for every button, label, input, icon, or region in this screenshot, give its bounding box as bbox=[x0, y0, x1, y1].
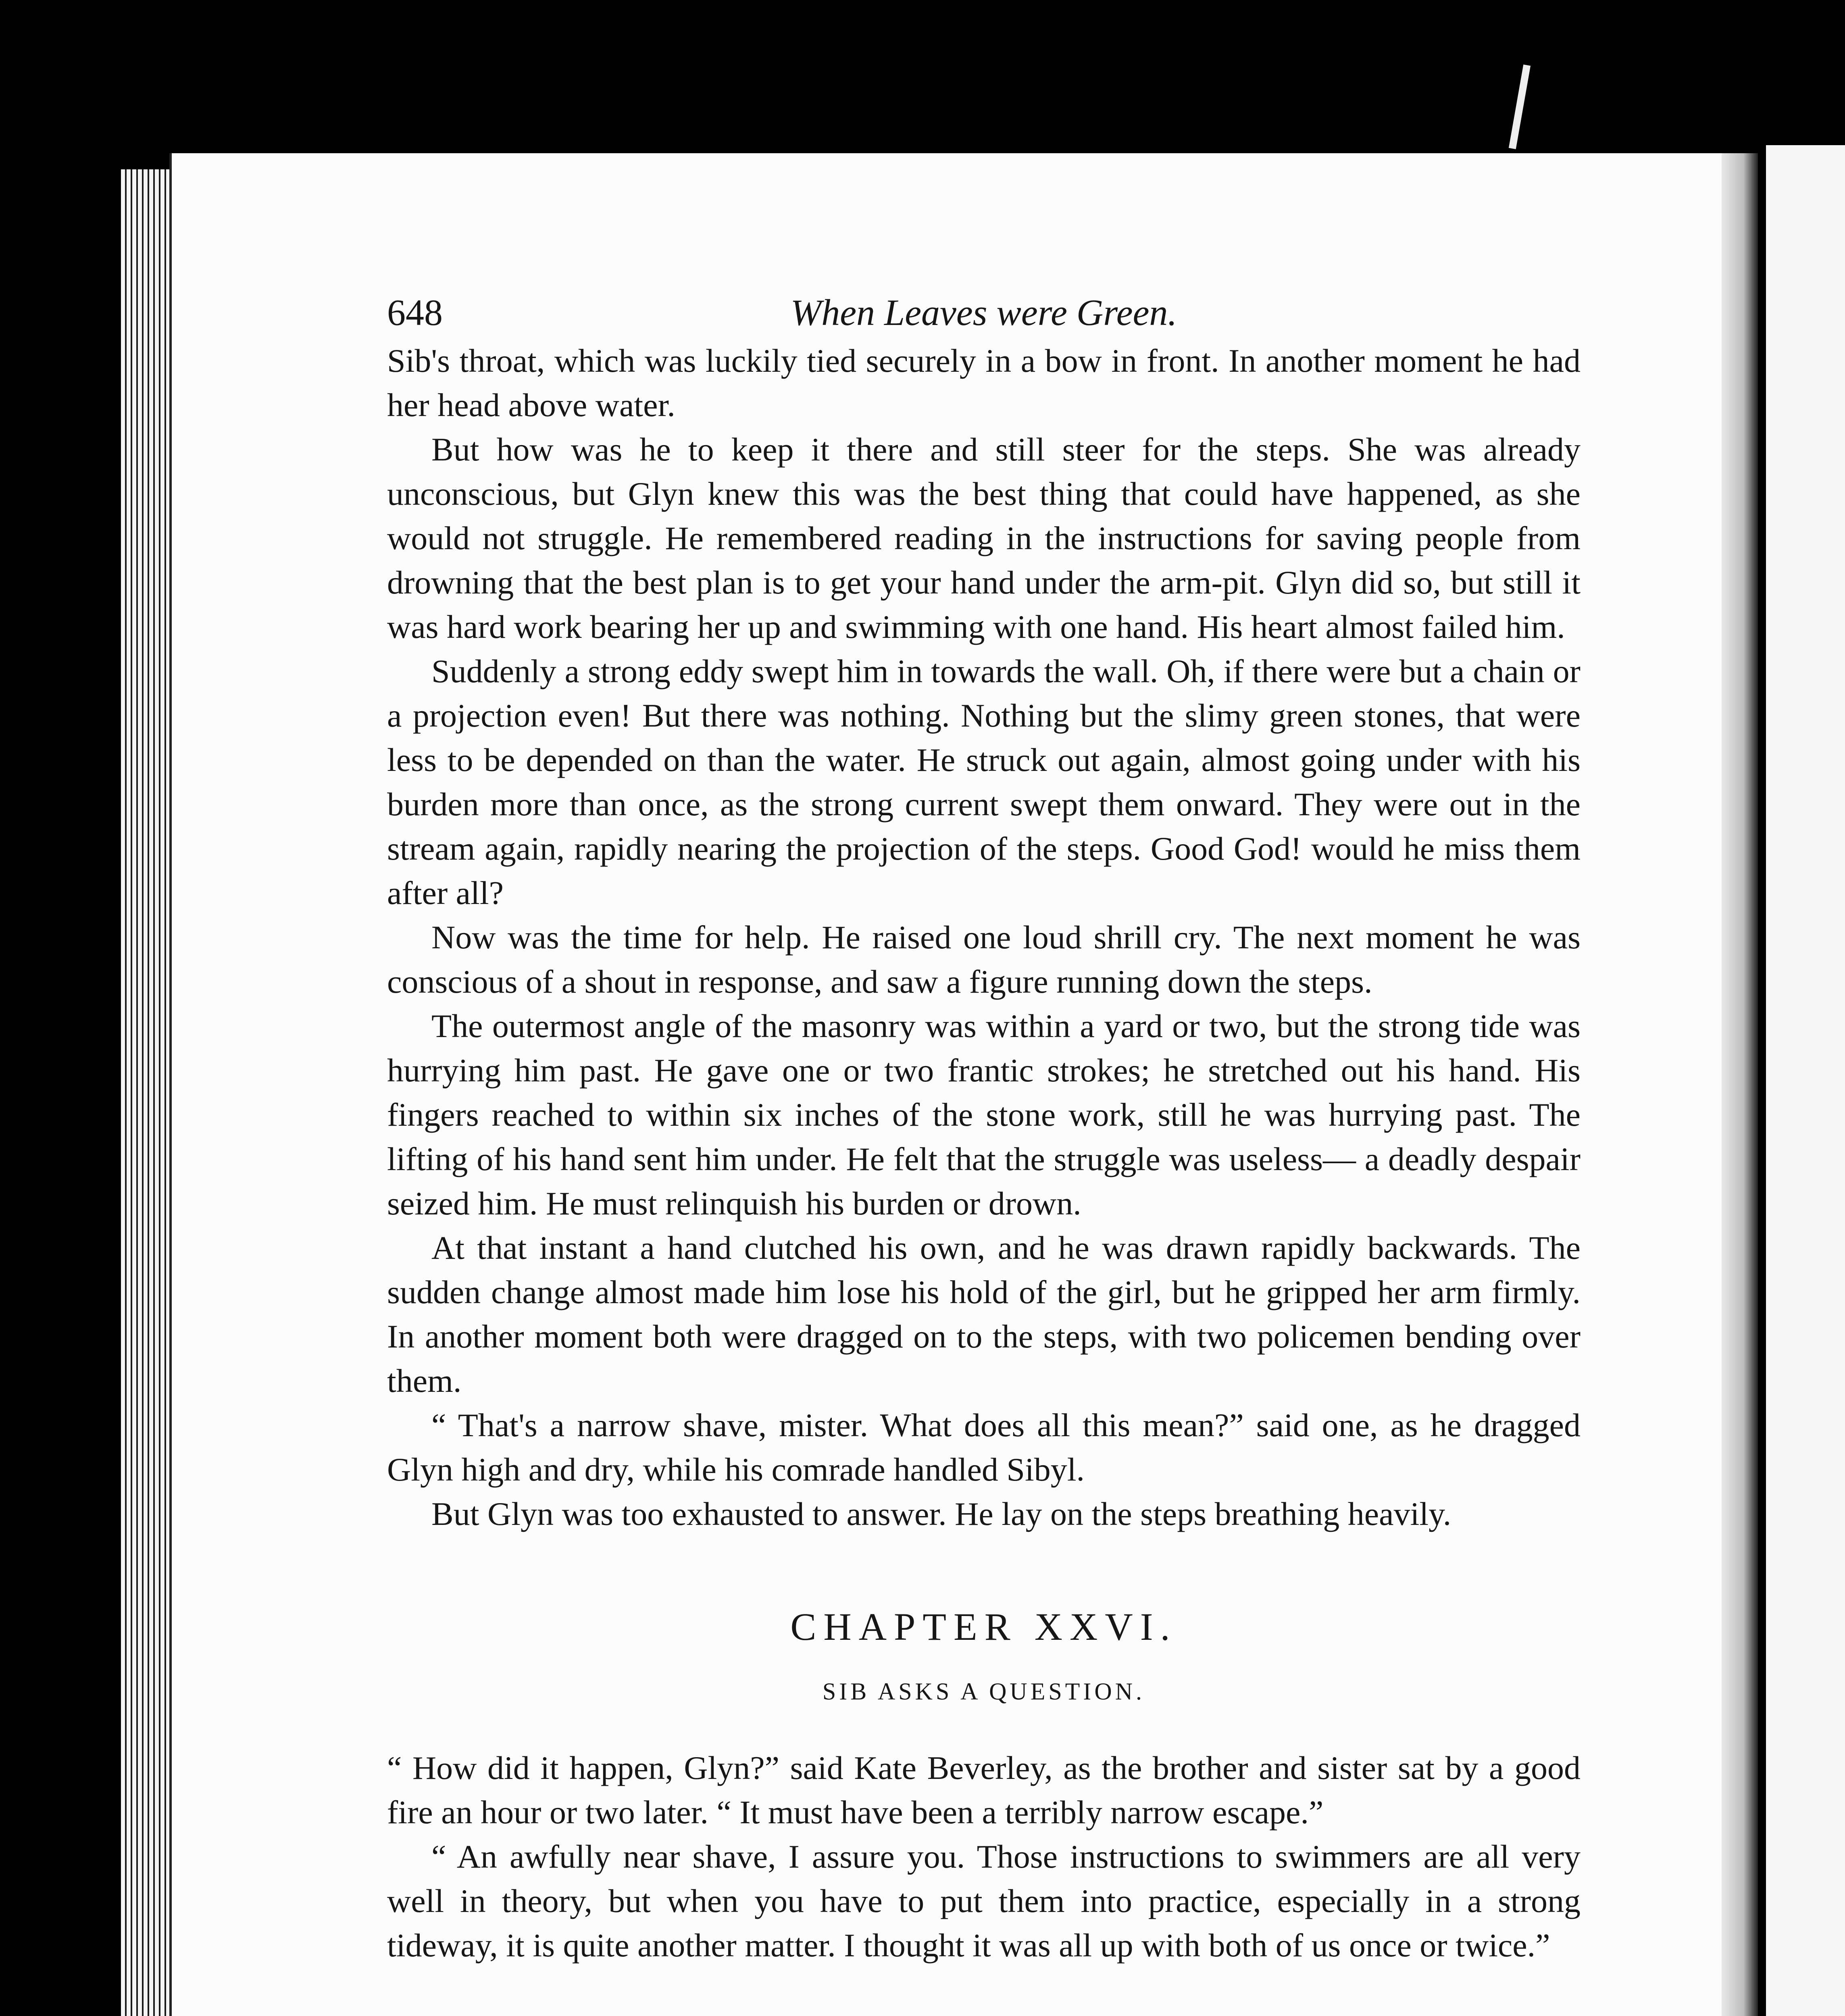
running-title: When Leaves were Green. bbox=[790, 292, 1177, 333]
paragraph: But how was he to keep it there and still steer for the steps. She was already unconscious, but Glyn knew this was the best thing that could have happened, as she would not struggle. He remembered reading in the instructions for saving people from drowning that the best plan is to get your hand under the arm-pit. Glyn did so, but still it was hard work bearing her up and swimming with one hand. His heart almost failed him. bbox=[387, 431, 1581, 645]
paragraph: Sib's throat, which was luckily tied securely in a bow in front. In another moment he had her head above water. bbox=[387, 342, 1581, 423]
page-number: 648 bbox=[387, 292, 443, 333]
paragraph: “ An awfully near shave, I assure you. Those instructions to swimmers are all very well in theory, but when you have to put them into practice, especially in a strong tideway, it is quite another matter. I thought it was all up with both of us once or twice.” bbox=[387, 1838, 1581, 1964]
chapter-subtitle: SIB ASKS A QUESTION. bbox=[822, 1678, 1145, 1705]
chapter-heading: CHAPTER XXVI. bbox=[790, 1605, 1177, 1648]
paragraph: But Glyn was too exhausted to answer. He lay on the steps breathing heavily. bbox=[431, 1495, 1451, 1532]
paragraph: “ How did it happen, Glyn?” said Kate Beverley, as the brother and sister sat by a good fire an hour or two later. “ It must have been a terribly narrow escape.” bbox=[387, 1749, 1581, 1831]
book-gutter bbox=[1722, 153, 1758, 2016]
page-text bbox=[387, 278, 1581, 1968]
adjacent-page-edge bbox=[1766, 145, 1845, 2016]
paragraph: “ That's a narrow shave, mister. What does all this mean?” said one, as he dragged Glyn high and dry, while his comrade handled Sibyl. bbox=[387, 1407, 1581, 1488]
paragraph: The outermost angle of the masonry was within a yard or two, but the strong tide was hurrying him past. He gave one or two frantic strokes; he stretched out his hand. His fingers reached to within six inches of the stone work, still he was hurrying past. The lifting of his hand sent him under. He felt that the struggle was useless— a deadly despair seized him. He must relinquish his burden or drown. bbox=[387, 1008, 1581, 1222]
page-header bbox=[387, 278, 1581, 339]
page-stack-edges bbox=[121, 169, 173, 2016]
paragraph: Suddenly a strong eddy swept him in towards the wall. Oh, if there were but a chain or a projection even! But there was nothing. Nothing but the slimy green stones, that were less to be depended on than the water. He struck out again, almost going under with his burden more than once, as the strong current swept them onward. They were out in the stream again, rapidly nearing the projection of the steps. Good God! would he miss them after all? bbox=[387, 653, 1581, 911]
paragraph: At that instant a hand clutched his own, and he was drawn rapidly backwards. The sudden change almost made him lose his hold of the girl, but he gripped her arm firmly. In another moment both were dragged on to the steps, with two policemen bending over them. bbox=[387, 1229, 1581, 1399]
scan-artifact-mark bbox=[1509, 65, 1531, 149]
paragraph: Now was the time for help. He raised one loud shrill cry. The next moment he was conscious of a shout in response, and saw a figure running down the steps. bbox=[387, 919, 1581, 1000]
